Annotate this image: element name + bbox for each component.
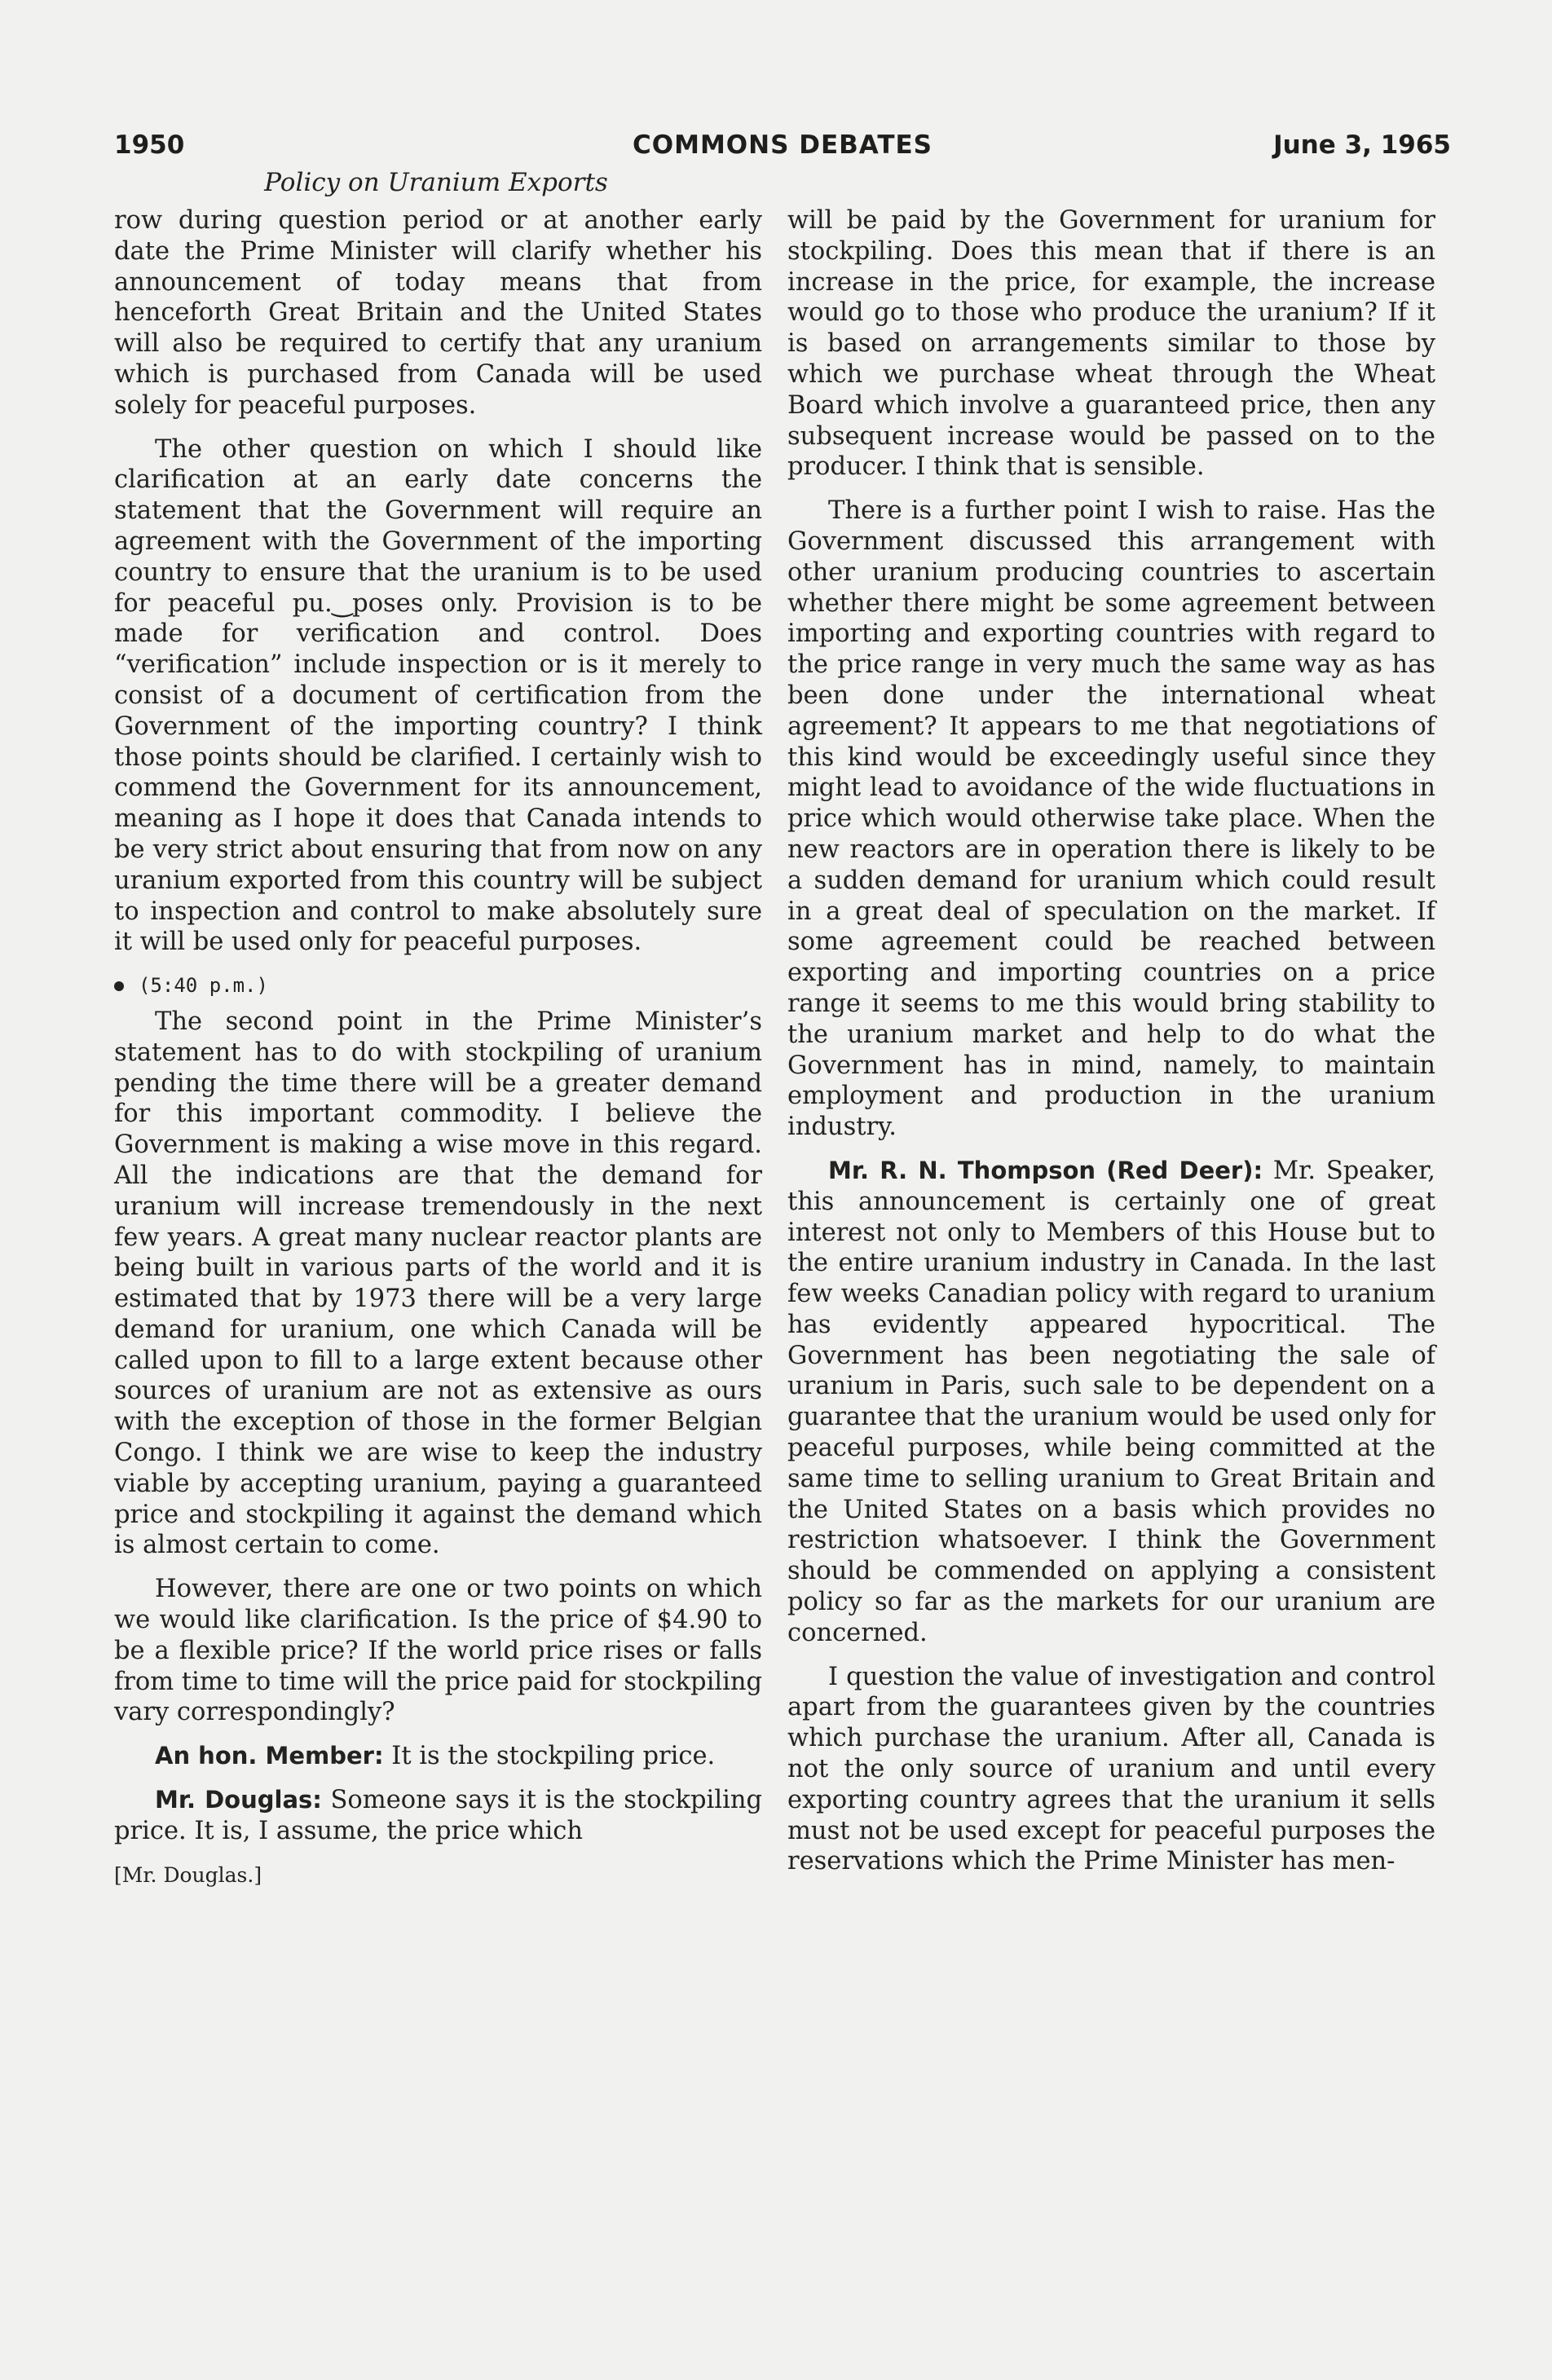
speech-text: It is the stockpiling price. — [383, 1742, 716, 1771]
speaker-name: Mr. Douglas: — [155, 1786, 322, 1814]
paragraph: However, there are one or two points on which we would like clarification. Is the price of $4.90 to be a flexible price? If the world price rises or falls from time to time will the price paid for stockpiling vary correspondingly? — [114, 1575, 762, 1727]
time-stamp — [114, 971, 762, 1002]
publication-date: June 3, 1965 — [1273, 130, 1451, 160]
paragraph: The other question on which I should like clarification at an early date concerns the statement that the Government will require an agreement with the Government of the importing country to ensure that the uranium is to be used for peaceful pu.‿poses only. Provision is to be made for verification and control. Does “verification” include inspection or is it merely to consist of a document of certification from the Government of the importing country? I think those points should be clarified. I certainly wish to commend the Government for its announcement, meaning as I hope it does that Canada intends to be very strict about ensuring that from now on any uranium exported from this country will be subject to inspection and control to make absolutely sure it will be used only for peaceful purposes. — [114, 434, 762, 957]
speaker-name: Mr. R. N. Thompson (Red Deer): — [828, 1156, 1263, 1184]
time-stamp-text: (5:40 p.m.) — [139, 974, 268, 998]
speech — [114, 1785, 762, 1847]
paragraph: There is a further point I wish to raise. Has the Government discussed this arrangement with other uranium producing countries to ascertain whether there might be some agreement between importing and exporting countries with regard to the price range in very much the same way as has been done under the international wheat agreement? It appears to me that negotiations of this kind would be exceedingly useful since they might lead to avoidance of the wide fluctuations in price which would otherwise take place. When the new reactors are in operation there is likely to be a sudden demand for uranium which could result in a great deal of speculation on the market. If some agreement could be reached between exporting and importing countries on a price range it seems to me this would bring stability to the uranium market and help to do what the Government has in mind, namely, to maintain employment and production in the uranium industry. — [787, 496, 1435, 1142]
paragraph: row during question period or at another early date the Prime Minister will clarify whether his announcement of today means that from henceforth Great Britain and the United States will also be required to certify that any uranium which is purchased from Canada will be used solely for peaceful purposes. — [114, 206, 762, 420]
speech — [114, 1741, 762, 1772]
speech-text: Someone says it is the stockpiling price. It is, I assume, the price which — [114, 1786, 762, 1845]
speaker-footer: [Mr. Douglas.] — [114, 1862, 262, 1887]
page-number: 1950 — [114, 130, 185, 160]
running-head: Policy on Uranium Exports — [264, 168, 608, 197]
speech — [787, 1156, 1435, 1649]
paragraph: The second point in the Prime Minister’s statement has to do with stockpiling of uranium pending the time there will be a greater demand for this important commodity. I believe the Government is making a wise move in this regard. All the indications are that the demand for uranium will increase tremendously in the next few years. A great many nuclear reactor plants are being built in various parts of the world and it is estimated that by 1973 there will be a very large demand for uranium, one which Canada will be called upon to fill to a large extent because other sources of uranium are not as extensive as ours with the exception of those in the former Belgian Congo. I think we are wise to keep the industry viable by accepting uranium, paying a guaranteed price and stockpiling it against the demand which is almost certain to come. — [114, 1007, 762, 1560]
paragraph: will be paid by the Government for uranium for stockpiling. Does this mean that if there is an increase in the price, for example, the increase would go to those who produce the uranium? If it is based on arrangements similar to those by which we purchase wheat through the Wheat Board which involve a guaranteed price, then any subsequent increase would be passed on to the producer. I think that is sensible. — [787, 206, 1435, 482]
paragraph: I question the value of investigation and control apart from the guarantees given by the countries which purchase the uranium. After all, Canada is not the only source of uranium and until every exporting country agrees that the uranium it sells must not be used except for peaceful purposes the reservations which the Prime Minister has men- — [787, 1662, 1435, 1876]
left-column — [114, 205, 762, 1890]
speech-text: Mr. Speaker, this announcement is certainly one of great interest not only to Members of this House but to the entire uranium industry in Canada. In the last few weeks Canadian policy with regard to uranium has evidently appeared hypocritical. The Government has been negotiating the sale of uranium in Paris, such sale to be dependent on a guarantee that the uranium would be used only for peaceful purposes, while being committed at the same time to selling uranium to Great Britain and the United States on a basis which provides no restriction whatsoever. I think the Government should be commended on applying a consistent policy so far as the markets for our uranium are concerned. — [787, 1156, 1435, 1647]
right-column — [787, 205, 1435, 1890]
bullet-icon — [114, 981, 124, 991]
page-header — [114, 130, 1451, 170]
publication-title: COMMONS DEBATES — [633, 130, 933, 160]
speaker-name: An hon. Member: — [155, 1742, 384, 1770]
